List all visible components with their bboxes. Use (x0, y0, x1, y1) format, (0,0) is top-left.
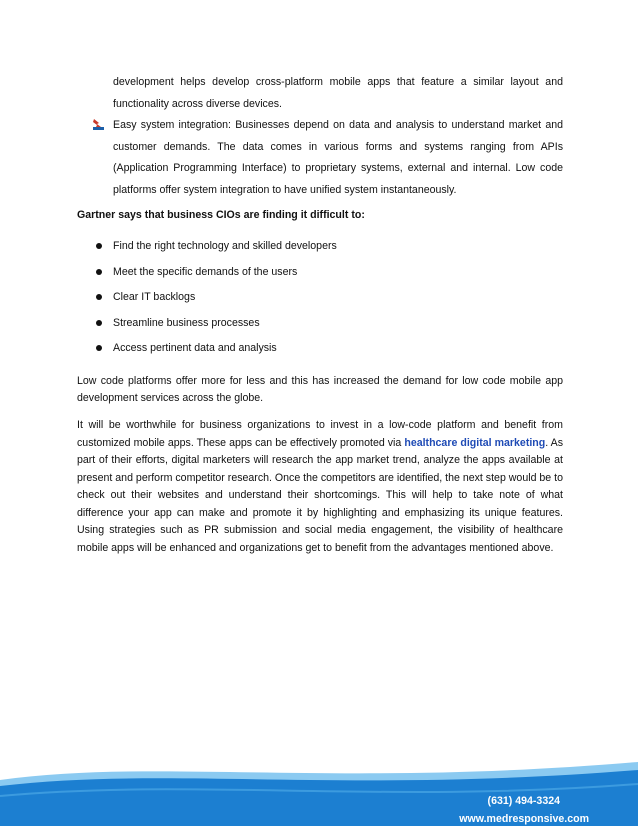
arrow-bullet-icon (92, 118, 105, 131)
bullet-icon (96, 269, 102, 275)
section-heading: Gartner says that business CIOs are finding it difficult to: (77, 209, 365, 221)
bullet-icon (96, 294, 102, 300)
arrow-list-item: Easy system integration: Businesses depend on data and analysis to understand market and customer demands. The data comes in various forms and systems ranging from APIs (Application Programming Interface) to proprietary systems, external and internal. Low code platforms offer system integration to have unified system instantaneously. (113, 119, 563, 196)
list-item: Meet the specific demands of the users (77, 262, 563, 288)
bullet-icon (96, 320, 102, 326)
list-item: Find the right technology and skilled developers (77, 236, 563, 262)
footer-phone[interactable]: (631) 494-3324 (487, 795, 560, 807)
healthcare-digital-marketing-link[interactable]: healthcare digital marketing (404, 436, 546, 449)
bullet-list (77, 236, 563, 364)
list-item: Access pertinent data and analysis (77, 338, 563, 364)
continuation-text: development helps develop cross-platform mobile apps that feature a similar layout and functionality across diverse devices. (113, 76, 563, 110)
list-item: Streamline business processes (77, 313, 563, 339)
list-item: Clear IT backlogs (77, 287, 563, 313)
bullet-icon (96, 243, 102, 249)
footer-website-link[interactable]: www.medresponsive.com (459, 813, 589, 825)
paragraph: Low code platforms offer more for less and this has increased the demand for low code mobile app development services across the globe. (77, 375, 563, 404)
bullet-icon (96, 345, 102, 351)
paragraph: It will be worthwhile for business organizations to invest in a low-code platform and benefit from customized mobile apps. These apps can be effectively promoted via healthcare digital marketing. As part of their efforts, digital marketers will research the app market trend, analyze the apps available at present and perform competitor research. Once the competitors are identified, the next step would be to check out their websites and understand their shortcomings. This will help to take note of what difference your app can make and promote it by highlighting and emphasizing its unique features. Using strategies such as PR submission and social media engagement, the visibility of healthcare mobile apps will be enhanced and organizations get to benefit from the advantages mentioned above. (77, 419, 563, 554)
